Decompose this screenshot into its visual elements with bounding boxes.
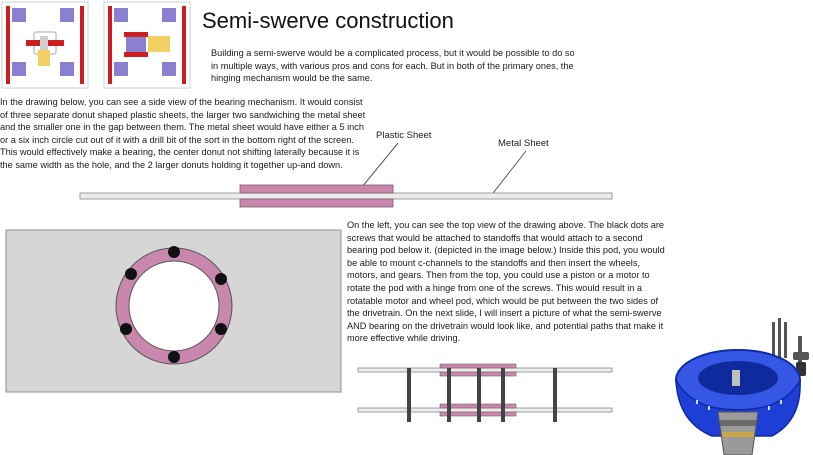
hole-saw-drill-icon [672, 312, 813, 455]
side-view-paragraph: In the drawing below, you can see a side view of the bearing mechanism. It would consist of three separate donut shaped plastic sheets, the larger two sandwiching the metal sheet and the smaller one in the gap between them. The metal sheet would have either a 5 inch or a six inch circle cut out of it with a drill bit of the sort in the bottom right of the screen. This would effectively make a bearing, the center donut not shifting laterally because it is the same width as the hole, and the 2 larger donuts holding it together up-and down. [0, 97, 366, 170]
top-view-paragraph: On the left, you can see the top view of the drawing above. The black dots are screws that would be attached to standoffs that would attach to a second bearing pod below it. (depicted in the image below.) Inside this pod, you would be able to mount c-channels to the standoffs and then insert the wheels, motors, and gears. Then from the top, you could use a piston or a motor to rotate the pod with a hinge from one of the screws. This would result in a rotatable motor and wheel pod, which would be put between the two sides of the drivetrain. On the next slide, I will insert a picture of what the semi-swerve AND bearing on the drivetrain would look like, and potential paths that make it more effective while driving. [347, 220, 665, 344]
intro-paragraph: Building a semi-swerve would be a complicated process, but it would be possible to do so in multiple ways, with various pros and cons for each. But in both of the primary ones, the hinging mechanism would be the same. [211, 48, 575, 84]
page-title: Semi-swerve construction [202, 8, 454, 33]
metal-sheet-label: Metal Sheet [498, 138, 549, 149]
plastic-sheet-label: Plastic Sheet [376, 130, 432, 141]
